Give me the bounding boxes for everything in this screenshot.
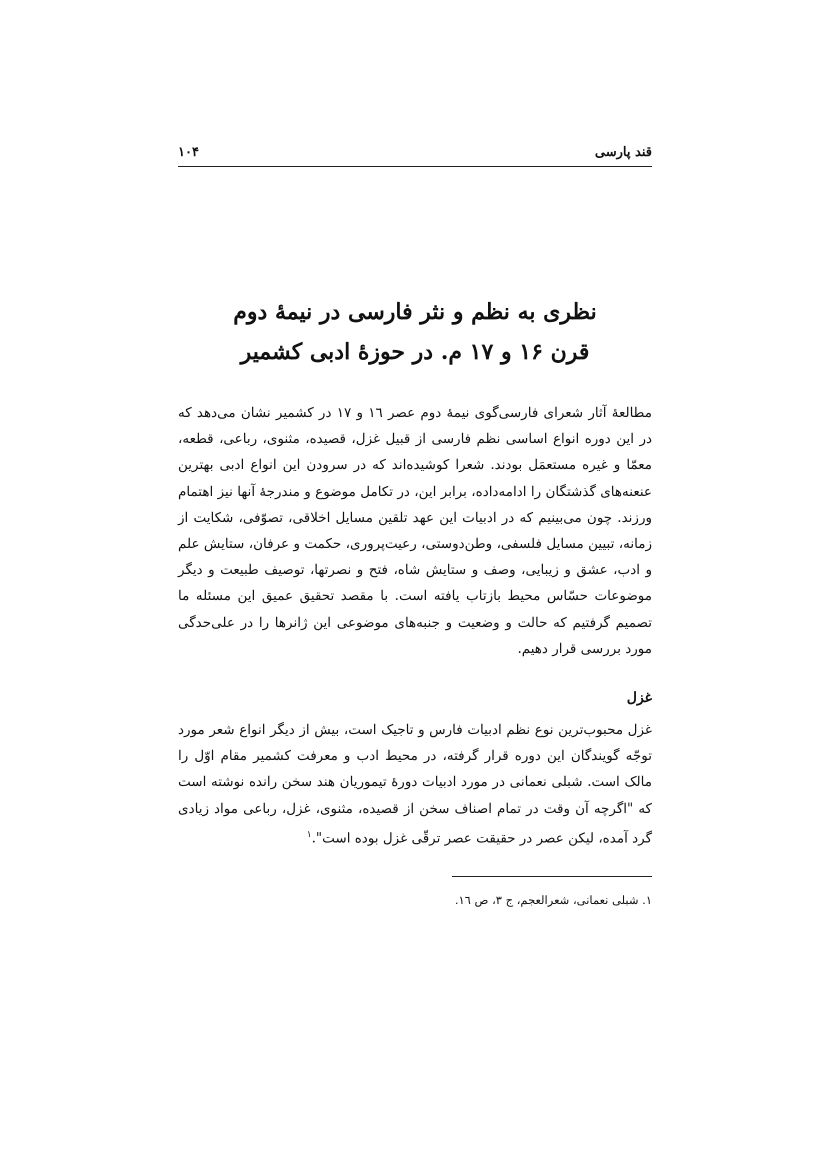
running-header (178, 142, 652, 167)
title-line-1: نظری به نظم و نثر فارسی در نیمۀ دوم (233, 299, 597, 325)
page-number: ۱۰۴ (178, 145, 199, 160)
title-line-2: قرن ۱۶ و ۱۷ م. در حوزۀ ادبی کشمیر (240, 339, 590, 365)
ghazal-paragraph-text: غزل محبوب‌ترین نوع نظم ادبیات فارس و تاجیک است، بیش از دیگر انواع شعر مورد توجّه گویندگان این دوره قرار گرفته، در محیط ادب و معرفت کشمیر مقام اوّل را مالک است. شبلی نعمانی در مورد ادبیات دورۀ تیموریان هند سخن رانده نوشته است که "اگرچه آن وقت در تمام اصناف سخن از قصیده، مثنوی، غزل، رباعی مواد زیادی گرد آمده، لیکن عصر در حقیقت عصر ترقّی غزل بوده است". (178, 722, 652, 847)
footnote-divider (452, 876, 652, 877)
ghazal-paragraph (178, 717, 652, 852)
section-heading-ghazal: غزل (626, 690, 652, 706)
footnote: ۱. شبلی نعمانی، شعرالعجم، ج ۳، ص ۱٦. (454, 893, 652, 907)
journal-name: قند پارسی (594, 145, 652, 160)
article-title (178, 292, 652, 372)
footnote-reference[interactable]: ۱ (306, 829, 312, 840)
intro-paragraph: مطالعۀ آثار شعرای فارسی‌گوی نیمۀ دوم عصر ۱٦ و ۱۷ در کشمیر نشان می‌دهد که در این دوره انواع اساسی نظم فارسی از قبیل غزل، قصیده، مثنوی، رباعی، قطعه، معمّا و غیره مستعمَل بودند. شعرا کوشیده‌اند که در سرودن این انواع ادبی بهترین عنعنه‌های گذشتگان را ادامه‌داده، برابر این، در تکامل موضوع و مندرجۀ آنها نیز اهتمام ورزند. چون می‌بینیم که در ادبیات این عهد تلقین مسایل اخلاقی، تصوّفی، شکایت از زمانه، تبیین مسایل فلسفی، وطن‌دوستی، رعیت‌پروری، حکمت و عرفان، ستایش علم و ادب، عشق و زیبایی، وصف و ستایش شاه، فتح و نصرتها، توصیف طبیعت و دیگر موضوعات حسّاس محیط بازتاب یافته است. با مقصد تحقیق عمیق این مسئله ما تصمیم گرفتیم که حالت و وضعیت و جنبه‌های موضوعی این ژانرها را در علی‌حدگی مورد بررسی قرار دهیم. (178, 405, 652, 657)
